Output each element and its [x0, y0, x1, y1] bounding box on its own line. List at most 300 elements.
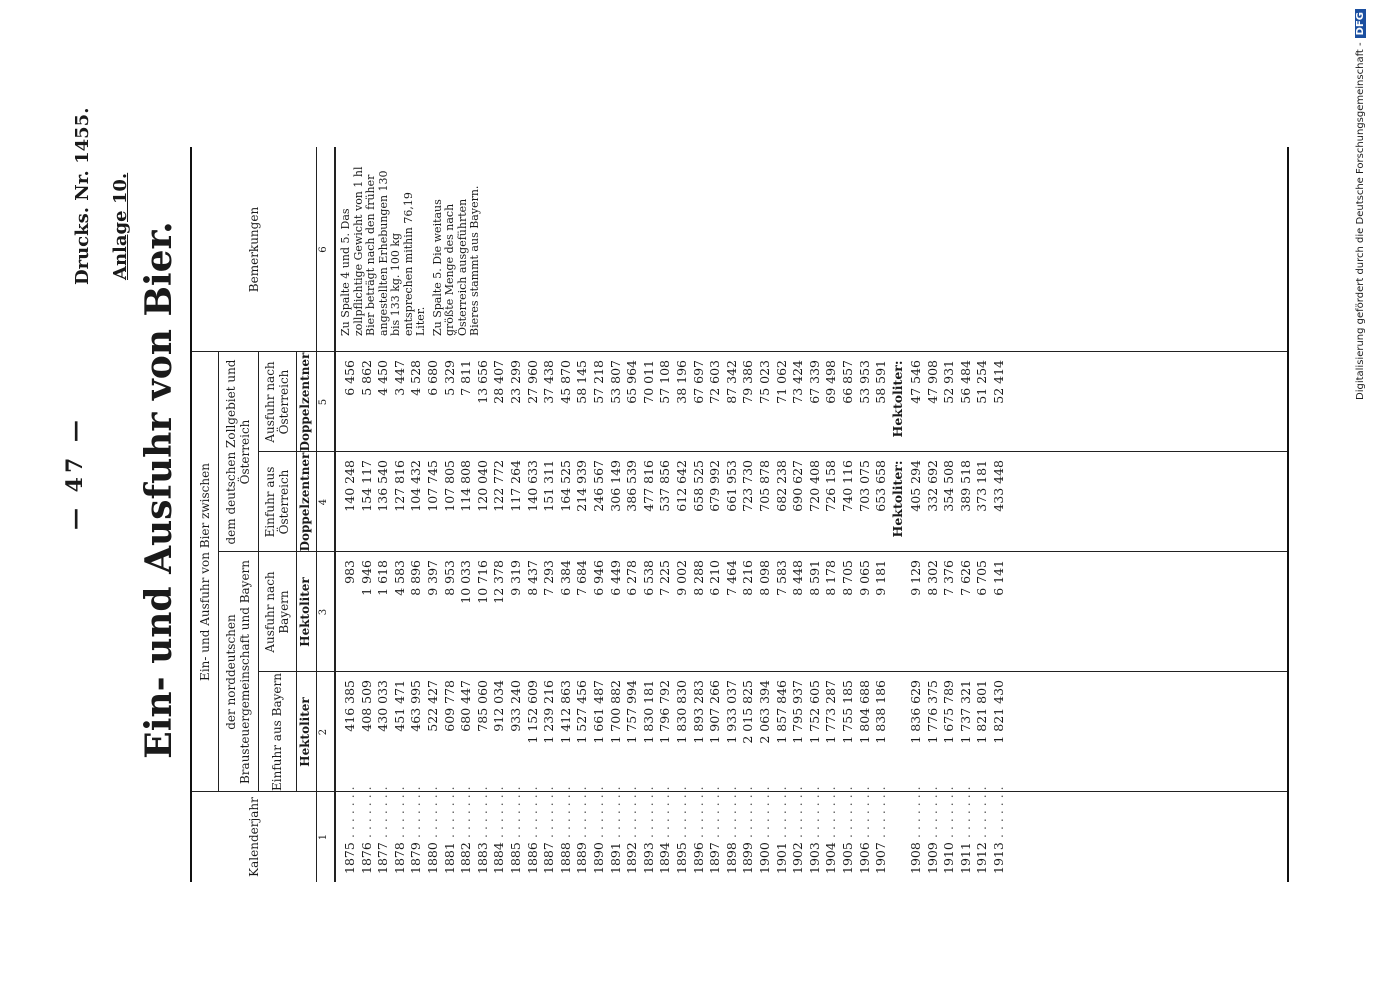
value-cell-c4: 386 539	[624, 460, 640, 512]
value-cell-c3: 7 293	[541, 560, 557, 596]
table-row	[657, 352, 673, 882]
value-cell-c5: 73 424	[790, 360, 806, 404]
leader-dots: . . . . . . .	[491, 786, 507, 838]
value-cell-c2: 1 893 283	[690, 680, 706, 744]
value-cell-c5: 27 960	[524, 360, 540, 404]
value-cell-c4: 122 772	[491, 460, 507, 512]
value-cell-c3: 6 449	[607, 560, 623, 596]
value-cell-c2: 1 776 375	[924, 680, 940, 744]
value-cell-c5: 70 011	[640, 360, 656, 404]
value-cell-c5: 37 438	[541, 360, 557, 404]
value-cell-c3: 7 583	[773, 560, 789, 596]
table-row	[790, 352, 806, 882]
leader-dots: . . . . . . .	[941, 786, 957, 838]
col-ausfuhr-oesterreich-header: Ausfuhr nach Österreich	[263, 361, 291, 443]
value-cell-c5: 57 218	[591, 360, 606, 404]
value-cell-c4: 151 311	[541, 460, 557, 512]
value-cell-c2: 1 821 430	[991, 680, 1006, 744]
dfg-logo: DFG	[1355, 9, 1366, 38]
year-cell: 1886	[524, 842, 540, 874]
leader-dots: . . . . . . .	[640, 786, 656, 838]
value-cell-c2: 1 661 487	[591, 680, 606, 744]
leader-dots: . . . . . . .	[991, 786, 1006, 838]
value-cell-c3: 983	[342, 560, 357, 584]
value-cell-c3: 9 129	[908, 560, 923, 596]
year-cell: 1880	[425, 842, 440, 874]
table-row	[908, 352, 924, 882]
value-cell-c5: 66 857	[840, 360, 855, 404]
value-cell-c3: 7 225	[657, 560, 673, 596]
value-cell-c4: 537 856	[657, 460, 673, 512]
year-cell: 1887	[541, 842, 557, 874]
value-cell-c2: 933 240	[508, 680, 523, 732]
value-cell-c3: 9 065	[856, 560, 872, 596]
value-cell-c5: 13 656	[474, 360, 490, 404]
col-number-2: 2	[318, 728, 329, 736]
value-cell-c2: 1 907 266	[707, 680, 723, 744]
value-cell-c2: 1 755 185	[840, 680, 855, 744]
value-cell-c5: 65 964	[624, 360, 640, 404]
leader-dots: . . . . . . .	[674, 786, 689, 838]
leader-dots: . . . . . . .	[974, 786, 990, 838]
value-cell-c2: 1 857 846	[773, 680, 789, 744]
year-cell: 1901	[773, 842, 789, 874]
leader-dots: . . . . . . .	[757, 786, 772, 838]
value-cell-c3: 9 002	[674, 560, 689, 596]
col-number-5: 5	[318, 398, 329, 406]
value-cell-c3: 6 946	[591, 560, 606, 596]
leader-dots: . . . . . . .	[690, 786, 706, 838]
leader-dots: . . . . . . .	[557, 786, 573, 838]
value-cell-c3: 8 437	[524, 560, 540, 596]
value-cell-c4: 154 117	[358, 460, 374, 512]
leader-dots: . . . . . . .	[790, 786, 806, 838]
table-row	[724, 352, 740, 882]
value-cell-c2: 2 015 825	[740, 680, 756, 744]
table-row	[757, 352, 773, 882]
col-year-header: Kalenderjahr	[247, 797, 261, 877]
value-cell-c5: 56 484	[957, 360, 973, 404]
year-cell: 1877	[375, 842, 391, 874]
value-cell-c4: 661 953	[723, 460, 739, 512]
leader-dots: . . . . . . .	[924, 786, 940, 838]
year-cell: 1881	[441, 842, 457, 874]
table-row	[508, 352, 524, 882]
value-cell-c2: 680 447	[458, 680, 474, 732]
table-row	[425, 352, 441, 882]
value-cell-c2: 1 675 789	[941, 680, 957, 744]
year-cell: 1909	[924, 842, 940, 874]
value-cell-c3: 8 448	[790, 560, 806, 596]
unit-switch-col5: Hektoliter:	[890, 360, 905, 438]
table-row	[408, 352, 424, 882]
value-cell-c2: 1 796 792	[657, 680, 673, 744]
value-cell-c2: 451 471	[391, 680, 407, 732]
value-cell-c3: 7 684	[574, 560, 590, 596]
leader-dots: . . . . . . .	[624, 786, 640, 838]
value-cell-c4: 140 248	[342, 460, 357, 512]
table-row	[375, 352, 391, 882]
year-cell: 1892	[624, 842, 640, 874]
table-row	[740, 352, 756, 882]
value-cell-c5: 3 447	[391, 360, 407, 396]
leader-dots: . . . . . . .	[441, 786, 457, 838]
value-cell-c3: 8 178	[823, 560, 839, 596]
value-cell-c4: 679 992	[707, 460, 723, 512]
year-cell: 1884	[491, 842, 507, 874]
unit-col4: Doppelzentner	[298, 452, 312, 552]
value-cell-c2: 1 757 994	[624, 680, 640, 744]
leader-dots: . . . . . . .	[474, 786, 490, 838]
value-cell-c3: 9 319	[508, 560, 523, 596]
value-cell-c4: 107 745	[425, 460, 440, 512]
leader-dots: . . . . . . .	[358, 786, 374, 838]
value-cell-c3: 10 033	[458, 560, 474, 604]
value-cell-c3: 8 098	[757, 560, 772, 596]
year-cell: 1882	[458, 842, 474, 874]
table-row	[707, 352, 723, 882]
rule	[296, 352, 297, 792]
table-row	[674, 352, 690, 882]
table-row	[974, 352, 990, 882]
value-cell-c2: 1 752 605	[806, 680, 822, 744]
leader-dots: . . . . . . .	[657, 786, 673, 838]
group-top-header: Ein- und Ausfuhr von Bier zwischen	[198, 463, 212, 681]
leader-dots: . . . . . . .	[806, 786, 822, 838]
table-row	[941, 352, 957, 882]
value-cell-c5: 58 591	[873, 360, 889, 404]
value-cell-c5: 57 108	[657, 360, 673, 404]
value-cell-c2: 1 737 321	[957, 680, 973, 744]
value-cell-c5: 47 908	[924, 360, 940, 404]
table-row	[541, 352, 557, 882]
value-cell-c2: 1 700 882	[607, 680, 623, 744]
rule	[334, 147, 336, 882]
value-cell-c4: 164 525	[557, 460, 573, 512]
value-cell-c2: 2 063 394	[757, 680, 772, 744]
value-cell-c3: 7 626	[957, 560, 973, 596]
year-cell: 1913	[991, 842, 1006, 874]
leader-dots: . . . . . . .	[458, 786, 474, 838]
year-cell: 1907	[873, 842, 889, 874]
year-cell: 1878	[391, 842, 407, 874]
value-cell-c4: 389 518	[957, 460, 973, 512]
value-cell-c3: 1 618	[375, 560, 391, 596]
side-note-text: Digitalisierung gefördert durch die Deutsche Forschungsgemeinschaft -	[1355, 42, 1366, 400]
value-cell-c4: 114 808	[458, 460, 474, 512]
remarks	[340, 166, 486, 336]
group-b-header: dem deutschen Zollgebiet und Österreich	[224, 359, 252, 545]
value-cell-c2: 1 830 181	[640, 680, 656, 744]
leader-dots: . . . . . . .	[524, 786, 540, 838]
value-cell-c2: 1 773 287	[823, 680, 839, 744]
table-row	[392, 352, 408, 882]
table-row	[991, 352, 1007, 882]
year-cell: 1895	[674, 842, 689, 874]
value-cell-c3: 12 378	[491, 560, 507, 604]
col-number-1: 1	[318, 833, 329, 841]
value-cell-c4: 658 525	[690, 460, 706, 512]
leader-dots: . . . . . . .	[823, 786, 839, 838]
value-cell-c3: 8 953	[441, 560, 457, 596]
value-cell-c3: 7 464	[723, 560, 739, 596]
col-einfuhr-bayern-header: Einfuhr aus Bayern	[270, 673, 284, 791]
value-cell-c3: 6 705	[974, 560, 990, 596]
value-cell-c2: 609 778	[441, 680, 457, 732]
value-cell-c4: 306 149	[607, 460, 623, 512]
year-cell: 1897	[707, 842, 723, 874]
table-row	[807, 352, 823, 882]
value-cell-c3: 9 181	[873, 560, 889, 596]
leader-dots: . . . . . . .	[707, 786, 723, 838]
value-cell-c2: 1 152 609	[524, 680, 540, 744]
year-cell: 1896	[690, 842, 706, 874]
value-cell-c4: 107 805	[441, 460, 457, 512]
year-cell: 1883	[474, 842, 490, 874]
value-cell-c4: 703 075	[856, 460, 872, 512]
year-cell: 1879	[408, 842, 424, 874]
value-cell-c5: 5 862	[358, 360, 374, 396]
value-cell-c4: 136 540	[375, 460, 391, 512]
value-cell-c2: 430 033	[375, 680, 391, 732]
year-cell: 1910	[941, 842, 957, 874]
value-cell-c3: 6 278	[624, 560, 640, 596]
value-cell-c5: 5 329	[441, 360, 457, 396]
table-row	[840, 352, 856, 882]
value-cell-c4: 332 692	[924, 460, 940, 512]
value-cell-c3: 8 591	[806, 560, 822, 596]
value-cell-c5: 28 407	[491, 360, 507, 404]
value-cell-c5: 79 386	[740, 360, 756, 404]
value-cell-c5: 69 498	[823, 360, 839, 404]
value-cell-c3: 6 141	[991, 560, 1006, 596]
value-cell-c3: 8 705	[840, 560, 855, 596]
year-cell: 1902	[790, 842, 806, 874]
year-cell: 1900	[757, 842, 772, 874]
value-cell-c4: 653 658	[873, 460, 889, 512]
rule	[316, 147, 317, 882]
drucksache-number: Drucks. Nr. 1455.	[72, 107, 93, 285]
rule	[218, 352, 219, 792]
leader-dots: . . . . . . .	[773, 786, 789, 838]
table-row	[574, 352, 590, 882]
table-row	[774, 352, 790, 882]
value-cell-c3: 4 583	[391, 560, 407, 596]
value-cell-c3: 6 210	[707, 560, 723, 596]
table-row	[925, 352, 941, 882]
leader-dots: . . . . . . .	[908, 786, 923, 838]
value-cell-c5: 4 528	[408, 360, 424, 396]
value-cell-c3: 6 384	[557, 560, 573, 596]
value-cell-c2: 416 385	[342, 680, 357, 732]
value-cell-c4: 373 181	[974, 460, 990, 512]
table-row	[558, 352, 574, 882]
value-cell-c5: 53 807	[607, 360, 623, 404]
value-cell-c5: 67 339	[806, 360, 822, 404]
year-cell: 1899	[740, 842, 756, 874]
leader-dots: . . . . . . .	[574, 786, 590, 838]
value-cell-c5: 87 342	[723, 360, 739, 404]
value-cell-c3: 7 376	[941, 560, 957, 596]
leader-dots: . . . . . . .	[508, 786, 523, 838]
table-row	[624, 352, 640, 882]
col-einfuhr-oesterreich-header: Einfuhr aus Österreich	[263, 466, 291, 538]
value-cell-c4: 354 508	[941, 460, 957, 512]
table-row	[442, 352, 458, 882]
value-cell-c4: 682 238	[773, 460, 789, 512]
leader-dots: . . . . . . .	[391, 786, 407, 838]
table-row	[359, 352, 375, 882]
value-cell-c4: 690 627	[790, 460, 806, 512]
value-cell-c2: 785 060	[474, 680, 490, 732]
year-cell: 1904	[823, 842, 839, 874]
unit-col2: Hektoliter	[298, 697, 312, 767]
page-title: Ein- und Ausfuhr von Bier.	[138, 221, 180, 759]
year-cell: 1888	[557, 842, 573, 874]
year-cell: 1890	[591, 842, 606, 874]
year-cell: 1891	[607, 842, 623, 874]
value-cell-c4: 477 816	[640, 460, 656, 512]
value-cell-c5: 52 414	[991, 360, 1006, 404]
value-cell-c4: 723 730	[740, 460, 756, 512]
value-cell-c4: 726 158	[823, 460, 839, 512]
value-cell-c5: 51 254	[974, 360, 990, 404]
value-cell-c5: 47 546	[908, 360, 923, 404]
leader-dots: . . . . . . .	[840, 786, 855, 838]
value-cell-c5: 71 062	[773, 360, 789, 404]
table-row	[641, 352, 657, 882]
value-cell-c5: 58 145	[574, 360, 590, 404]
leader-dots: . . . . . . .	[957, 786, 973, 838]
value-cell-c3: 6 538	[640, 560, 656, 596]
value-cell-c4: 246 567	[591, 460, 606, 512]
value-cell-c2: 1 804 688	[856, 680, 872, 744]
value-cell-c5: 52 931	[941, 360, 957, 404]
year-cell: 1876	[358, 842, 374, 874]
year-cell: 1898	[723, 842, 739, 874]
value-cell-c4: 740 116	[840, 460, 855, 512]
value-cell-c3: 9 397	[425, 560, 440, 596]
value-cell-c3: 8 896	[408, 560, 424, 596]
value-cell-c2: 1 821 801	[974, 680, 990, 744]
table-row	[591, 352, 607, 882]
year-cell: 1911	[957, 842, 973, 874]
table-row	[823, 352, 839, 882]
value-cell-c3: 8 216	[740, 560, 756, 596]
value-cell-c3: 8 288	[690, 560, 706, 596]
unit-switch-col4: Hektoliter:	[890, 460, 905, 538]
value-cell-c3: 8 302	[924, 560, 940, 596]
value-cell-c4: 140 633	[524, 460, 540, 512]
value-cell-c4: 104 432	[408, 460, 424, 512]
value-cell-c2: 1 933 037	[723, 680, 739, 744]
page-number: — 47 —	[62, 416, 88, 530]
value-cell-c2: 1 527 456	[574, 680, 590, 744]
leader-dots: . . . . . . .	[375, 786, 391, 838]
value-cell-c4: 127 816	[391, 460, 407, 512]
col-ausfuhr-bayern-header: Ausfuhr nach Bayern	[263, 571, 291, 653]
year-cell: 1893	[640, 842, 656, 874]
year-cell: 1889	[574, 842, 590, 874]
leader-dots: . . . . . . .	[607, 786, 623, 838]
value-cell-c3: 1 946	[358, 560, 374, 596]
remark: Zu Spalte 4 und 5. Das zollpflichtige Gewicht von 1 hl Bier beträgt nach den früher angestellten Erhebungen 130 bis 133 kg. 100 kg entsprechen mithin 76,19 Liter.	[339, 166, 427, 336]
table-row	[491, 352, 507, 882]
value-cell-c5: 4 450	[375, 360, 391, 396]
year-cell: 1903	[806, 842, 822, 874]
year-cell: 1875	[342, 842, 357, 874]
unit-col3: Hektoliter	[298, 577, 312, 647]
year-cell: 1885	[508, 842, 523, 874]
leader-dots: . . . . . . .	[723, 786, 739, 838]
group-a-header: der norddeutschen Brausteuergemeinschaft und Bayern	[224, 559, 252, 785]
value-cell-c4: 214 939	[574, 460, 590, 512]
value-cell-c4: 612 642	[674, 460, 689, 512]
leader-dots: . . . . . . .	[541, 786, 557, 838]
rule	[258, 352, 259, 792]
value-cell-c2: 1 795 937	[790, 680, 806, 744]
value-cell-c2: 522 427	[425, 680, 440, 732]
digitization-note	[1355, 9, 1366, 400]
table-row	[608, 352, 624, 882]
value-cell-c5: 7 811	[458, 360, 474, 396]
table-row	[342, 352, 358, 882]
table-row	[958, 352, 974, 882]
value-cell-c4: 405 294	[908, 460, 923, 512]
leader-dots: . . . . . . .	[408, 786, 424, 838]
leader-dots: . . . . . . .	[856, 786, 872, 838]
leader-dots: . . . . . . .	[591, 786, 606, 838]
value-cell-c4: 117 264	[508, 460, 523, 512]
value-cell-c5: 75 023	[757, 360, 772, 404]
value-cell-c2: 1 836 629	[908, 680, 923, 744]
value-cell-c2: 1 239 216	[541, 680, 557, 744]
col-number-6: 6	[318, 246, 329, 253]
value-cell-c3: 10 716	[474, 560, 490, 604]
value-cell-c2: 1 838 186	[873, 680, 889, 744]
col-number-4: 4	[318, 498, 329, 506]
col-remarks-header: Bemerkungen	[247, 206, 261, 293]
remark: Zu Spalte 5. Die weitaus größte Menge des nach Österreich ausgeführten Bieres stammt aus Bayern.	[430, 185, 481, 336]
value-cell-c2: 463 995	[408, 680, 424, 732]
value-cell-c5: 72 603	[707, 360, 723, 404]
value-cell-c4: 433 448	[991, 460, 1006, 512]
value-cell-c5: 23 299	[508, 360, 523, 404]
table-row	[691, 352, 707, 882]
leader-dots: . . . . . . .	[740, 786, 756, 838]
value-cell-c4: 720 408	[806, 460, 822, 512]
unit-col5: Doppelzentner	[298, 352, 312, 452]
table-row	[458, 352, 474, 882]
year-cell: 1906	[856, 842, 872, 874]
table-row	[525, 352, 541, 882]
value-cell-c5: 6 680	[425, 360, 440, 396]
table-row	[475, 352, 491, 882]
col-number-3: 3	[318, 608, 329, 616]
leader-dots: . . . . . . .	[425, 786, 440, 838]
value-cell-c2: 1 830 830	[674, 680, 689, 744]
value-cell-c5: 38 196	[674, 360, 689, 404]
anlage-label: Anlage 10.	[110, 172, 131, 280]
value-cell-c4: 120 040	[474, 460, 490, 512]
year-cell: 1908	[908, 842, 923, 874]
year-cell: 1905	[840, 842, 855, 874]
year-cell: 1912	[974, 842, 990, 874]
year-cell: 1894	[657, 842, 673, 874]
value-cell-c5: 53 953	[856, 360, 872, 404]
table-row	[857, 352, 873, 882]
beer-trade-table	[190, 147, 1289, 882]
